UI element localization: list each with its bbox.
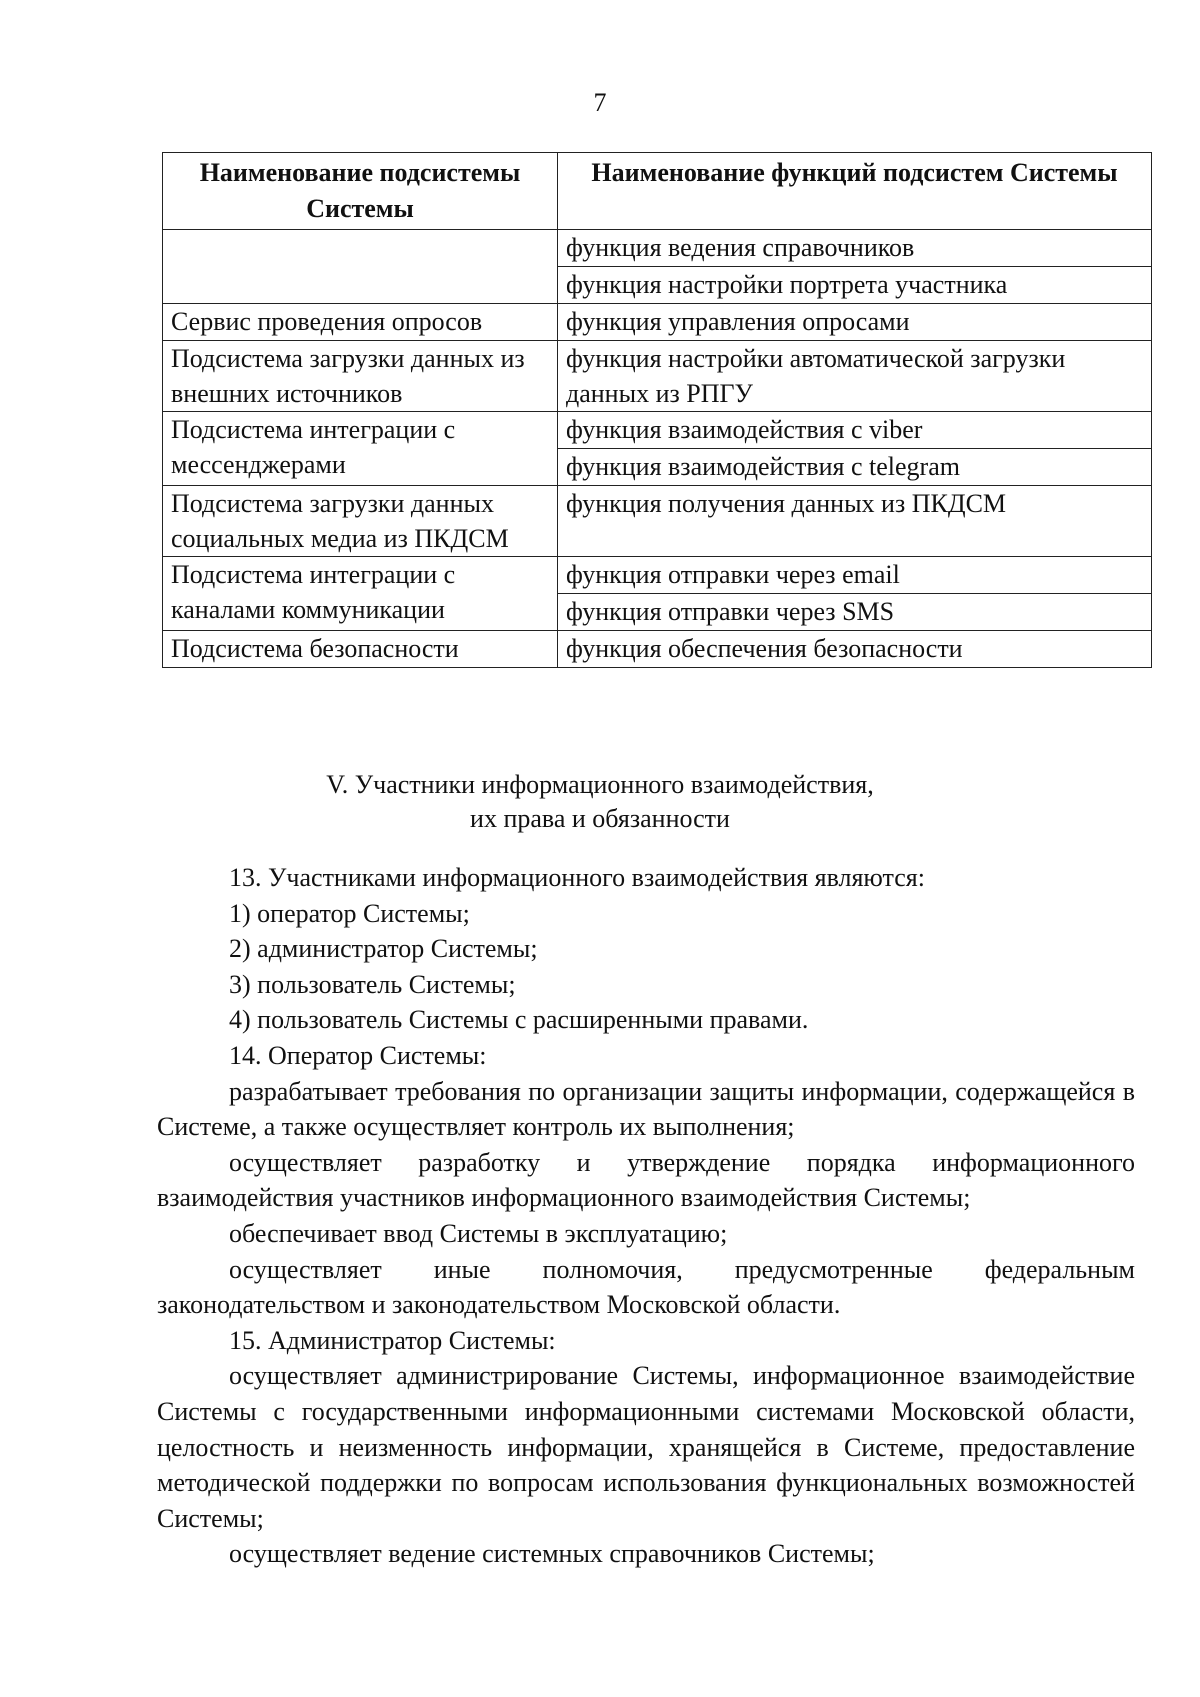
subsystem-cell: Подсистема безопасности bbox=[163, 631, 558, 668]
table-row bbox=[163, 304, 1152, 341]
table-row bbox=[163, 557, 1152, 594]
function-cell: функция отправки через email bbox=[558, 557, 1152, 594]
table-header-row bbox=[163, 153, 1152, 230]
table-row bbox=[163, 230, 1152, 267]
subsystem-cell: Подсистема интеграции с каналами коммуникации bbox=[163, 557, 558, 631]
paragraph: 1) оператор Системы; bbox=[229, 898, 470, 928]
table-row bbox=[163, 486, 1152, 557]
function-cell: функция обеспечения безопасности bbox=[558, 631, 1152, 668]
paragraph: осуществляет ведение системных справочников Системы; bbox=[229, 1539, 875, 1569]
header-functions: Наименование функций подсистем Системы bbox=[558, 153, 1152, 230]
body-text bbox=[157, 860, 1135, 1572]
function-cell: функция взаимодействия с telegram bbox=[558, 449, 1152, 486]
table-row bbox=[163, 631, 1152, 668]
paragraph: осуществляет разработку и утверждение порядка информационного взаимодействия участников информационного взаимодействия Системы; bbox=[157, 1147, 1135, 1213]
paragraph: 2) администратор Системы; bbox=[229, 934, 538, 964]
subsystem-cell: Подсистема загрузки данных социальных медиа из ПКДСМ bbox=[163, 486, 558, 557]
paragraph: 14. Оператор Системы: bbox=[229, 1040, 487, 1070]
function-cell: функция настройки автоматической загрузки данных из РПГУ bbox=[558, 341, 1152, 412]
subsystem-cell: Сервис проведения опросов bbox=[163, 304, 558, 341]
paragraph: 3) пользователь Системы; bbox=[229, 969, 516, 999]
table-row bbox=[163, 341, 1152, 412]
function-cell: функция отправки через SMS bbox=[558, 594, 1152, 631]
paragraph: 4) пользователь Системы с расширенными правами. bbox=[229, 1005, 809, 1035]
function-cell: функция настройки портрета участника bbox=[558, 267, 1152, 304]
table-row bbox=[163, 412, 1152, 449]
function-cell: функция управления опросами bbox=[558, 304, 1152, 341]
paragraph: обеспечивает ввод Системы в эксплуатацию; bbox=[229, 1218, 728, 1248]
function-cell: функция ведения справочников bbox=[558, 230, 1152, 267]
function-cell: функция взаимодействия с viber bbox=[558, 412, 1152, 449]
section-heading-line: V. Участники информационного взаимодействия, bbox=[326, 770, 874, 799]
function-cell: функция получения данных из ПКДСМ bbox=[558, 486, 1152, 557]
paragraph: разрабатывает требования по организации защиты информации, содержащейся в Системе, а также осуществляет контроль их выполнения; bbox=[157, 1076, 1135, 1142]
subsystems-table bbox=[162, 152, 1152, 668]
subsystem-cell: Подсистема загрузки данных из внешних источников bbox=[163, 341, 558, 412]
paragraph: осуществляет иные полномочия, предусмотренные федеральным законодательством и законодательством Московской области. bbox=[157, 1254, 1135, 1320]
page-number: 7 bbox=[593, 88, 607, 117]
paragraph: осуществляет администрирование Системы, информационное взаимодействие Системы с государственными информационными системами Московской области, целостность и неизменность информации, хранящейся в Системе, предоставление методической поддержки по вопросам использования функциональных возможностей Системы; bbox=[157, 1361, 1135, 1533]
section-heading bbox=[0, 768, 1200, 836]
section-heading-line: их права и обязанности bbox=[470, 804, 730, 833]
subsystem-cell bbox=[163, 230, 558, 304]
paragraph: 15. Администратор Системы: bbox=[229, 1325, 556, 1355]
subsystem-cell: Подсистема интеграции с мессенджерами bbox=[163, 412, 558, 486]
paragraph: 13. Участниками информационного взаимодействия являются: bbox=[229, 863, 925, 892]
header-subsystem: Наименование подсистемы Системы bbox=[163, 153, 558, 230]
